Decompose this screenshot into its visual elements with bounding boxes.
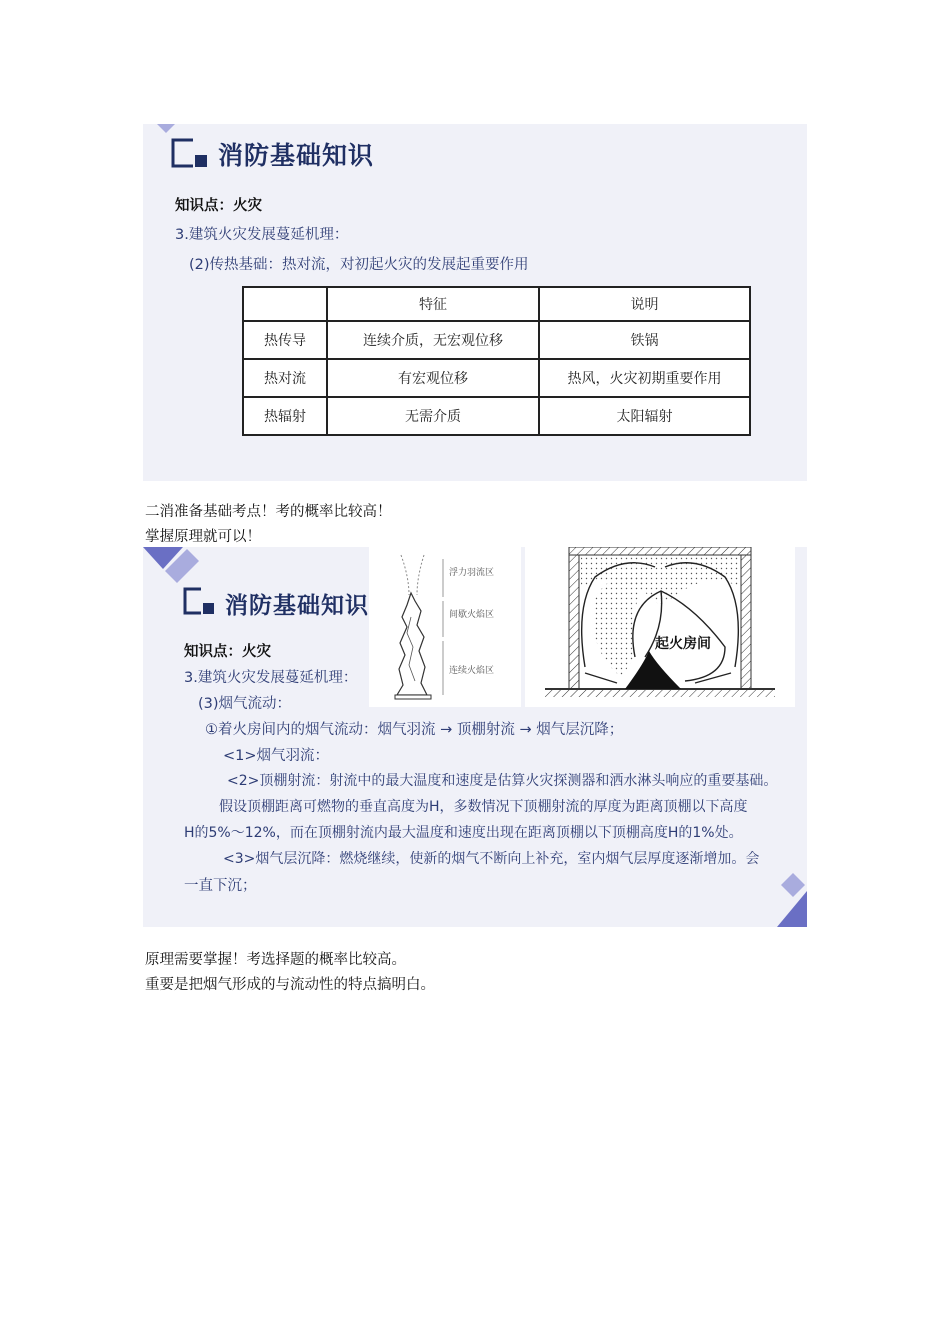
section-heading: 3.建筑火灾发展蔓延机理： [184,670,358,686]
heat-transfer-table [242,286,751,436]
slide-fire-heat-transfer [143,124,807,481]
zone-label: 浮力羽流区 [449,568,495,578]
table-header-row [243,287,750,321]
knowledge-point: 知识点：火灾 [184,644,271,660]
table-header-cell: 说明 [539,287,750,321]
room-smoke-illustration [525,547,795,707]
corner-triangle-icon [775,869,807,927]
note-line: 掌握原理就可以！ [145,529,261,545]
table-cell: 铁锅 [539,321,750,359]
corner-triangle-icon [143,547,201,587]
table-row [243,359,750,397]
slide-title: 消防基础知识 [225,593,369,619]
square-bracket-icon [171,138,213,170]
table-cell: 连续介质，无宏观位移 [327,321,539,359]
zone-label: 连续火焰区 [449,666,495,676]
body-line: <2>顶棚射流：射流中的最大温度和速度是估算火灾探测器和洒水淋头响应的重要基础。 [227,773,778,789]
table-cell: 太阳辐射 [539,397,750,435]
table-header-cell: 特征 [327,287,539,321]
knowledge-point: 知识点：火灾 [175,198,262,214]
corner-triangle-icon [157,124,175,134]
table-cell: 热辐射 [243,397,327,435]
body-line: <3>烟气层沉降：燃烧继续，使新的烟气不断向上补充，室内烟气层厚度逐渐增加。会 [223,851,760,867]
table-cell: 无需介质 [327,397,539,435]
note-line: 重要是把烟气形成的与流动性的特点搞明白。 [145,977,435,993]
table-cell: 热传导 [243,321,327,359]
section-heading: 3.建筑火灾发展蔓延机理： [175,227,349,243]
flame-zone-diagram [369,547,521,707]
table-cell: 热风，火灾初期重要作用 [539,359,750,397]
body-line: <1>烟气羽流： [223,748,330,764]
table-cell: 有宏观位移 [327,359,539,397]
flame-illustration [369,547,521,707]
slide-title: 消防基础知识 [218,141,375,170]
table-cell: 热对流 [243,359,327,397]
note-line: 原理需要掌握！考选择题的概率比较高。 [145,952,406,968]
body-line: 假设顶棚距离可燃物的垂直高度为H，多数情况下顶棚射流的厚度为距离顶棚以下高度 [219,799,748,815]
note-line: 二消准备基础考点！考的概率比较高！ [145,504,392,520]
subsection-heading: (3)烟气流动： [198,696,292,712]
body-line: H的5%～12%，而在顶棚射流内最大温度和速度出现在距离顶棚以下顶棚高度H的1%处。 [184,825,743,841]
fire-room-diagram [525,547,795,707]
slide-smoke-flow [143,547,807,927]
table-row [243,397,750,435]
square-bracket-icon [183,587,217,619]
body-line: 一直下沉； [184,878,257,894]
zone-label: 间歇火焰区 [449,610,495,620]
subsection-heading: (2)传热基础：热对流，对初起火灾的发展起重要作用 [189,257,529,273]
table-row [243,321,750,359]
fire-room-label: 起火房间 [655,636,711,652]
table-header-cell [243,287,327,321]
body-line: ①着火房间内的烟气流动：烟气羽流 → 顶棚射流 → 烟气层沉降； [205,722,624,738]
